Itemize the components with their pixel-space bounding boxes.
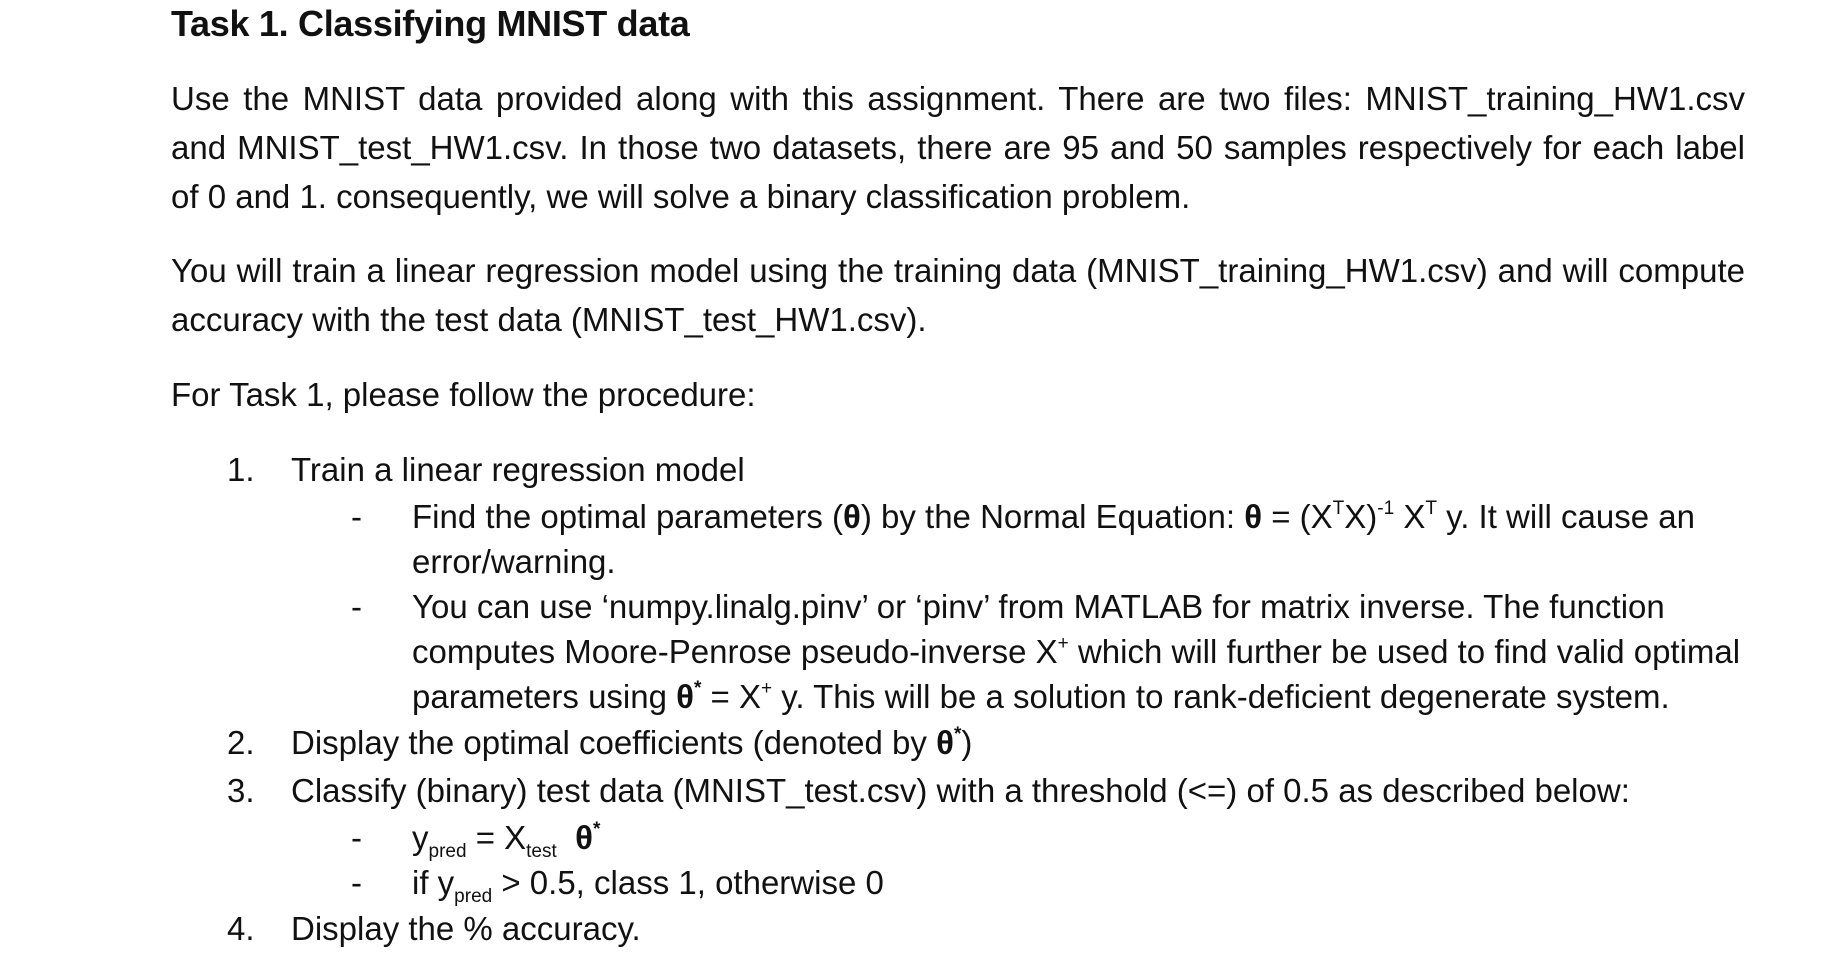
list-item-3 (171, 767, 1745, 815)
procedure-paragraph: For Task 1, please follow the procedure: (171, 376, 756, 413)
sub-item-text (412, 584, 1745, 719)
subscript: pred (428, 841, 467, 862)
superscript: -1 (1377, 498, 1395, 519)
text-run: y (412, 819, 429, 856)
superscript: + (761, 678, 773, 699)
text-run: X (1394, 498, 1426, 535)
theta-symbol: θ (1244, 498, 1263, 535)
sub-item-text (412, 494, 1745, 584)
subscript: test (526, 841, 557, 862)
list-number: 1. (227, 451, 255, 488)
sub-item-prediction (171, 815, 1745, 860)
text-run: = X (466, 819, 527, 856)
text-run: X) (1344, 498, 1378, 535)
sub-item-threshold (171, 860, 1745, 905)
list-item-text: Train a linear regression model (291, 451, 745, 488)
subscript: pred (454, 886, 493, 907)
sub-item-normal-equation (171, 494, 1745, 584)
procedure-list (171, 446, 1745, 953)
theta-symbol: θ (843, 498, 861, 535)
text-run: ) (961, 724, 973, 761)
list-number: 3. (227, 772, 255, 809)
text-run: y. This will be a solution to rank-deficient degenerate system. (772, 678, 1670, 715)
train-paragraph: You will train a linear regression model using the training data (MNIST_training_HW1.csv) and will compute accuracy with the test data (MNIST_test_HW1.csv). (171, 252, 1745, 338)
list-number: 4. (227, 910, 255, 947)
text-run: = X (701, 678, 762, 715)
theta-symbol: θ (575, 819, 593, 856)
text-run: Display the optimal coefficients (denoted by (291, 724, 937, 761)
text-run: ) by the Normal Equation: (860, 498, 1245, 535)
text-run: > 0.5, class 1, otherwise 0 (492, 864, 884, 901)
sub-item-text (412, 815, 1745, 860)
list-number: 2. (227, 724, 255, 761)
bullet-dash: - (351, 498, 362, 535)
text-run: = (X (1262, 498, 1333, 535)
superscript: T (1425, 498, 1437, 519)
superscript: * (953, 724, 962, 745)
sub-item-pinv (171, 584, 1745, 719)
text-run: if y (412, 864, 455, 901)
theta-symbol: θ (936, 724, 954, 761)
superscript: + (1057, 633, 1069, 654)
list-item-text: Classify (binary) test data (MNIST_test.csv) with a threshold (<=) of 0.5 as described below: (291, 772, 1630, 809)
bullet-dash: - (351, 864, 362, 901)
bullet-dash: - (351, 819, 362, 856)
superscript: T (1332, 498, 1345, 519)
superscript: * (592, 819, 601, 840)
list-item-1 (171, 446, 1745, 494)
intro-paragraph: Use the MNIST data provided along with this assignment. There are two files: MNIST_training_HW1.csv and MNIST_test_HW1.csv. In those two datasets, there are 95 and 50 samples respectively for each label of 0 and 1. consequently, we will solve a binary classification problem. (171, 80, 1745, 215)
text-run: You can use ‘numpy.linalg.pinv’ or ‘pinv’ from MATLAB for matrix inverse. The function computes Moore-Penrose pseudo-inverse X (412, 588, 1665, 670)
list-item-2 (171, 719, 1745, 767)
text-run: y. It will cause an error/warning. (412, 498, 1695, 580)
superscript: * (693, 678, 702, 699)
list-item-text: Display the % accuracy. (291, 910, 641, 947)
bullet-dash: - (351, 588, 362, 625)
sub-item-text (412, 860, 1745, 905)
text-run: which will further be used to find valid optimal parameters using (412, 633, 1741, 715)
text-run: Find the optimal parameters ( (412, 498, 844, 535)
list-item-4 (171, 905, 1745, 953)
theta-symbol: θ (676, 678, 694, 715)
task-title: Task 1. Classifying MNIST data (171, 3, 690, 44)
